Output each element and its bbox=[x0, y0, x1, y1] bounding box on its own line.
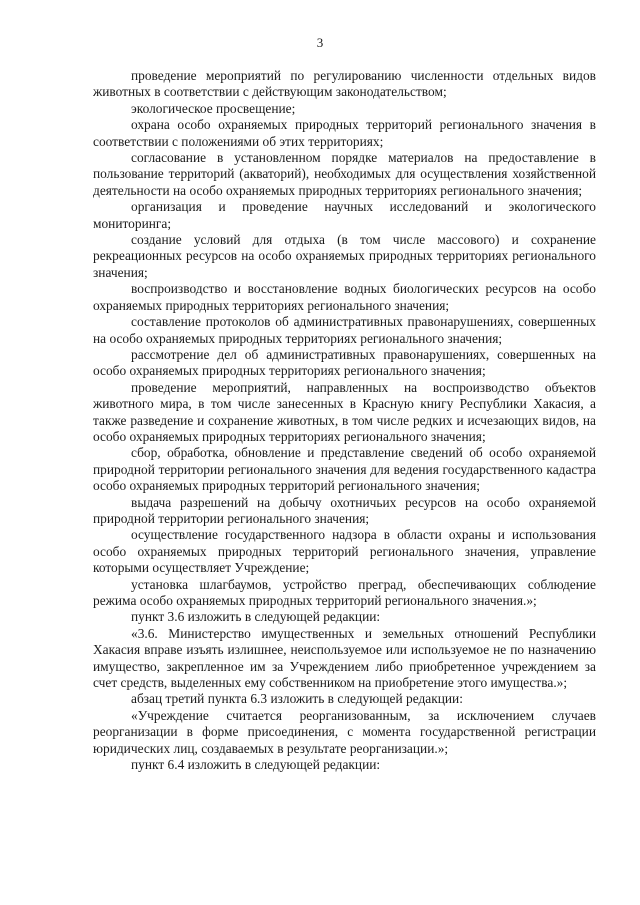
document-body bbox=[93, 68, 596, 773]
paragraph: проведение мероприятий по регулированию численности отдельных видов животных в соответствии с действующим законодательством; bbox=[93, 68, 596, 100]
paragraph: организация и проведение научных исследований и экологического мониторинга; bbox=[93, 199, 596, 231]
paragraph: согласование в установленном порядке материалов на предоставление в пользование территорий (акваторий), необходимых для осуществления хозяйственной деятельности на особо охраняемых природных территориях регионального значения; bbox=[93, 150, 596, 198]
paragraph: установка шлагбаумов, устройство преград, обеспечивающих соблюдение режима особо охраняемых природных территорий регионального значения.»; bbox=[93, 576, 596, 608]
paragraph: «3.6. Министерство имущественных и земельных отношений Республики Хакасия вправе изъять излишнее, неиспользуемое или используемое не по назначению имущество, закрепленное им за Учреждением либо приобретенное учреждением за счет средств, выделенных ему собственником на приобретение этого имущества.»; bbox=[93, 625, 596, 691]
paragraph: выдача разрешений на добычу охотничьих ресурсов на особо охраняемой природной территории регионального значения; bbox=[93, 494, 596, 526]
paragraph: воспроизводство и восстановление водных биологических ресурсов на особо охраняемых природных территориях регионального значения; bbox=[93, 281, 596, 313]
paragraph: создание условий для отдыха (в том числе массового) и сохранение рекреационных ресурсов на особо охраняемых природных территориях регионального значения; bbox=[93, 232, 596, 280]
paragraph: составление протоколов об административных правонарушениях, совершенных на особо охраняемых природных территориях регионального значения; bbox=[93, 314, 596, 346]
paragraph: сбор, обработка, обновление и представление сведений об особо охраняемой природной территории регионального значения для ведения государственного кадастра особо охраняемых природных территорий регионального значения; bbox=[93, 445, 596, 494]
paragraph: пункт 6.4 изложить в следующей редакции: bbox=[131, 757, 381, 773]
paragraph: абзац третий пункта 6.3 изложить в следующей редакции: bbox=[131, 691, 463, 707]
paragraph: «Учреждение считается реорганизованным, за исключением случаев реорганизации в форме присоединения, с момента государственной регистрации юридических лиц, создаваемых в результате реорганизации.»; bbox=[93, 707, 596, 756]
paragraph: экологическое просвещение; bbox=[131, 100, 296, 116]
paragraph: проведение мероприятий, направленных на воспроизводство объектов животного мира, в том числе занесенных в Красную книгу Республики Хакасия, а также разведение и сохранение животных, в том числе редких и исчезающих видов, на особо охраняемых природных территориях регионального значения; bbox=[93, 379, 596, 444]
page-number: 3 bbox=[316, 35, 324, 50]
paragraph: охрана особо охраняемых природных территорий регионального значения в соответствии с положениями об этих территориях; bbox=[93, 117, 596, 149]
paragraph: пункт 3.6 изложить в следующей редакции: bbox=[131, 609, 381, 625]
paragraph: рассмотрение дел об административных правонарушениях, совершенных на особо охраняемых природных территориях регионального значения; bbox=[93, 346, 596, 379]
paragraph: осуществление государственного надзора в области охраны и использования особо охраняемых природных территорий регионального значения, управление которыми осуществляет Учреждение; bbox=[93, 527, 596, 576]
